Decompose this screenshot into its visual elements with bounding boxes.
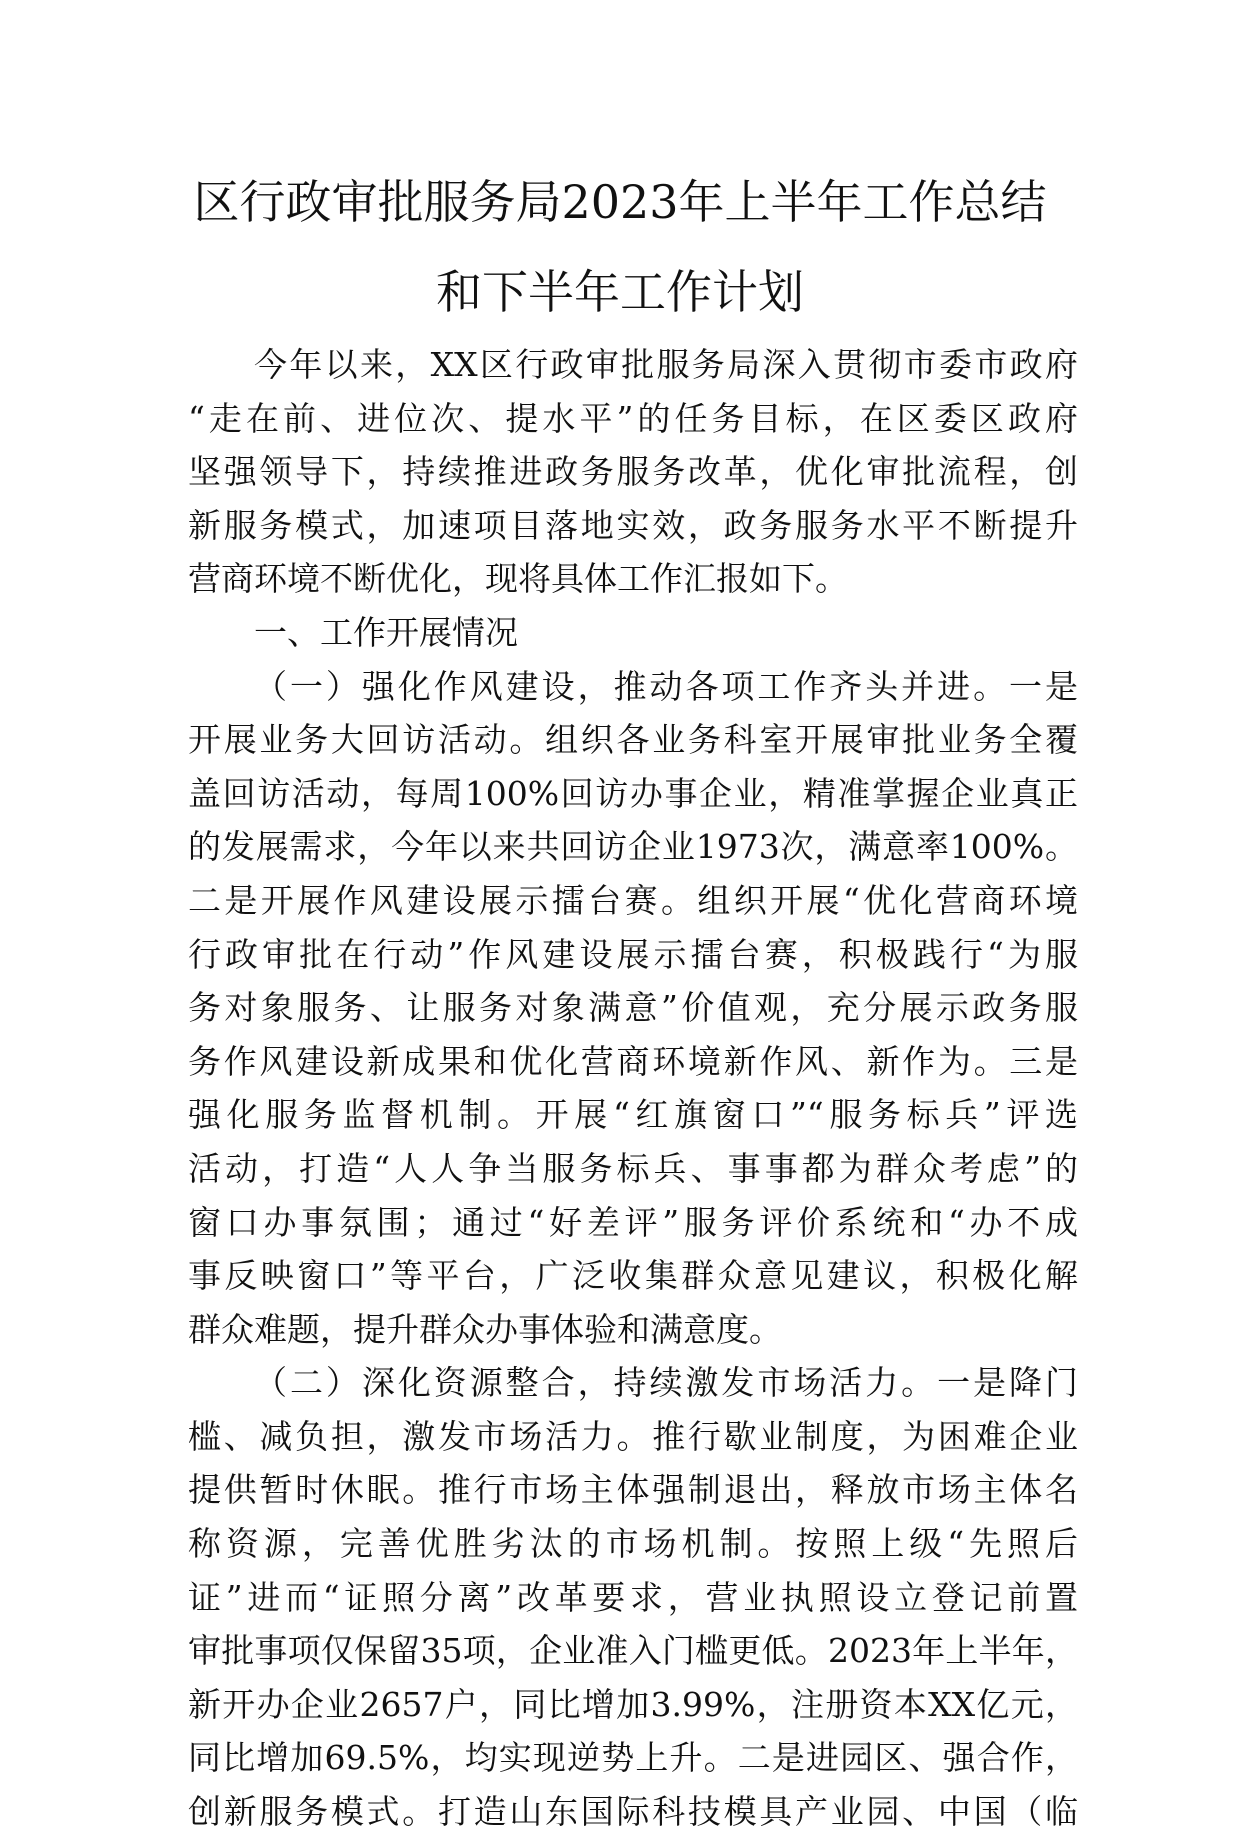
body-text-line: 同比增加69.5%，均实现逆势上升。二是进园区、强合作， [188, 1738, 1078, 1778]
body-text-line: 创新服务模式。打造山东国际科技模具产业园、中国（临 [188, 1792, 1078, 1832]
body-text-line: （二）深化资源整合，持续激发市场活力。一是降门 [254, 1363, 1078, 1403]
body-text-line: 窗口办事氛围；通过“好差评”服务评价系统和“办不成 [188, 1202, 1078, 1242]
body-text-line: 强化服务监督机制。开展“红旗窗口”“服务标兵”评选 [188, 1095, 1078, 1135]
body-text-line: 称资源，完善优胜劣汰的市场机制。按照上级“先照后 [188, 1524, 1078, 1564]
body-text-line: 盖回访活动，每周100%回访办事企业，精准掌握企业真正 [188, 773, 1078, 813]
body-text-line: 新服务模式，加速项目落地实效，政务服务水平不断提升 [188, 505, 1078, 545]
body-text-line: 务对象服务、让服务对象满意”价值观，充分展示政务服 [188, 988, 1078, 1028]
body-text-line: 提供暂时休眠。推行市场主体强制退出，释放市场主体名 [188, 1470, 1078, 1510]
document-title-line-1: 区行政审批服务局2023年上半年工作总结 [193, 175, 1047, 229]
document-body [188, 338, 1078, 1839]
body-text-line: 的发展需求，今年以来共回访企业1973次，满意率100%。 [188, 827, 1078, 867]
body-text-line: 一、工作开展情况 [254, 612, 518, 652]
body-text-line: 务作风建设新成果和优化营商环境新作风、新作为。三是 [188, 1041, 1078, 1081]
body-text-line: 事反映窗口”等平台，广泛收集群众意见建议，积极化解 [188, 1256, 1078, 1296]
body-text-line: 行政审批在行动”作风建设展示擂台赛，积极践行“为服 [188, 934, 1078, 974]
body-text-line: 开展业务大回访活动。组织各业务科室开展审批业务全覆 [188, 720, 1078, 760]
body-text-line: 证”进而“证照分离”改革要求，营业执照设立登记前置 [188, 1577, 1078, 1617]
body-text-line: 坚强领导下，持续推进政务服务改革，优化审批流程，创 [188, 452, 1078, 492]
body-text-line: 新开办企业2657户，同比增加3.99%，注册资本XX亿元， [188, 1684, 1078, 1724]
document-title-line-2: 和下半年工作计划 [436, 265, 804, 319]
body-text-line: 槛、减负担，激发市场活力。推行歇业制度，为困难企业 [188, 1416, 1078, 1456]
body-text-line: 群众难题，提升群众办事体验和满意度。 [188, 1309, 782, 1349]
body-text-line: 二是开展作风建设展示擂台赛。组织开展“优化营商环境 [188, 880, 1078, 920]
body-text-line: 审批事项仅保留35项，企业准入门槛更低。2023年上半年， [188, 1631, 1078, 1671]
body-text-line: 活动，打造“人人争当服务标兵、事事都为群众考虑”的 [188, 1148, 1078, 1188]
body-text-line: “走在前、进位次、提水平”的任务目标，在区委区政府 [188, 398, 1078, 438]
body-text-line: 营商环境不断优化，现将具体工作汇报如下。 [188, 559, 848, 599]
body-text-line: 今年以来，XX区行政审批服务局深入贯彻市委市政府 [254, 345, 1078, 384]
body-text-line: （一）强化作风建设，推动各项工作齐头并进。一是 [254, 666, 1078, 706]
